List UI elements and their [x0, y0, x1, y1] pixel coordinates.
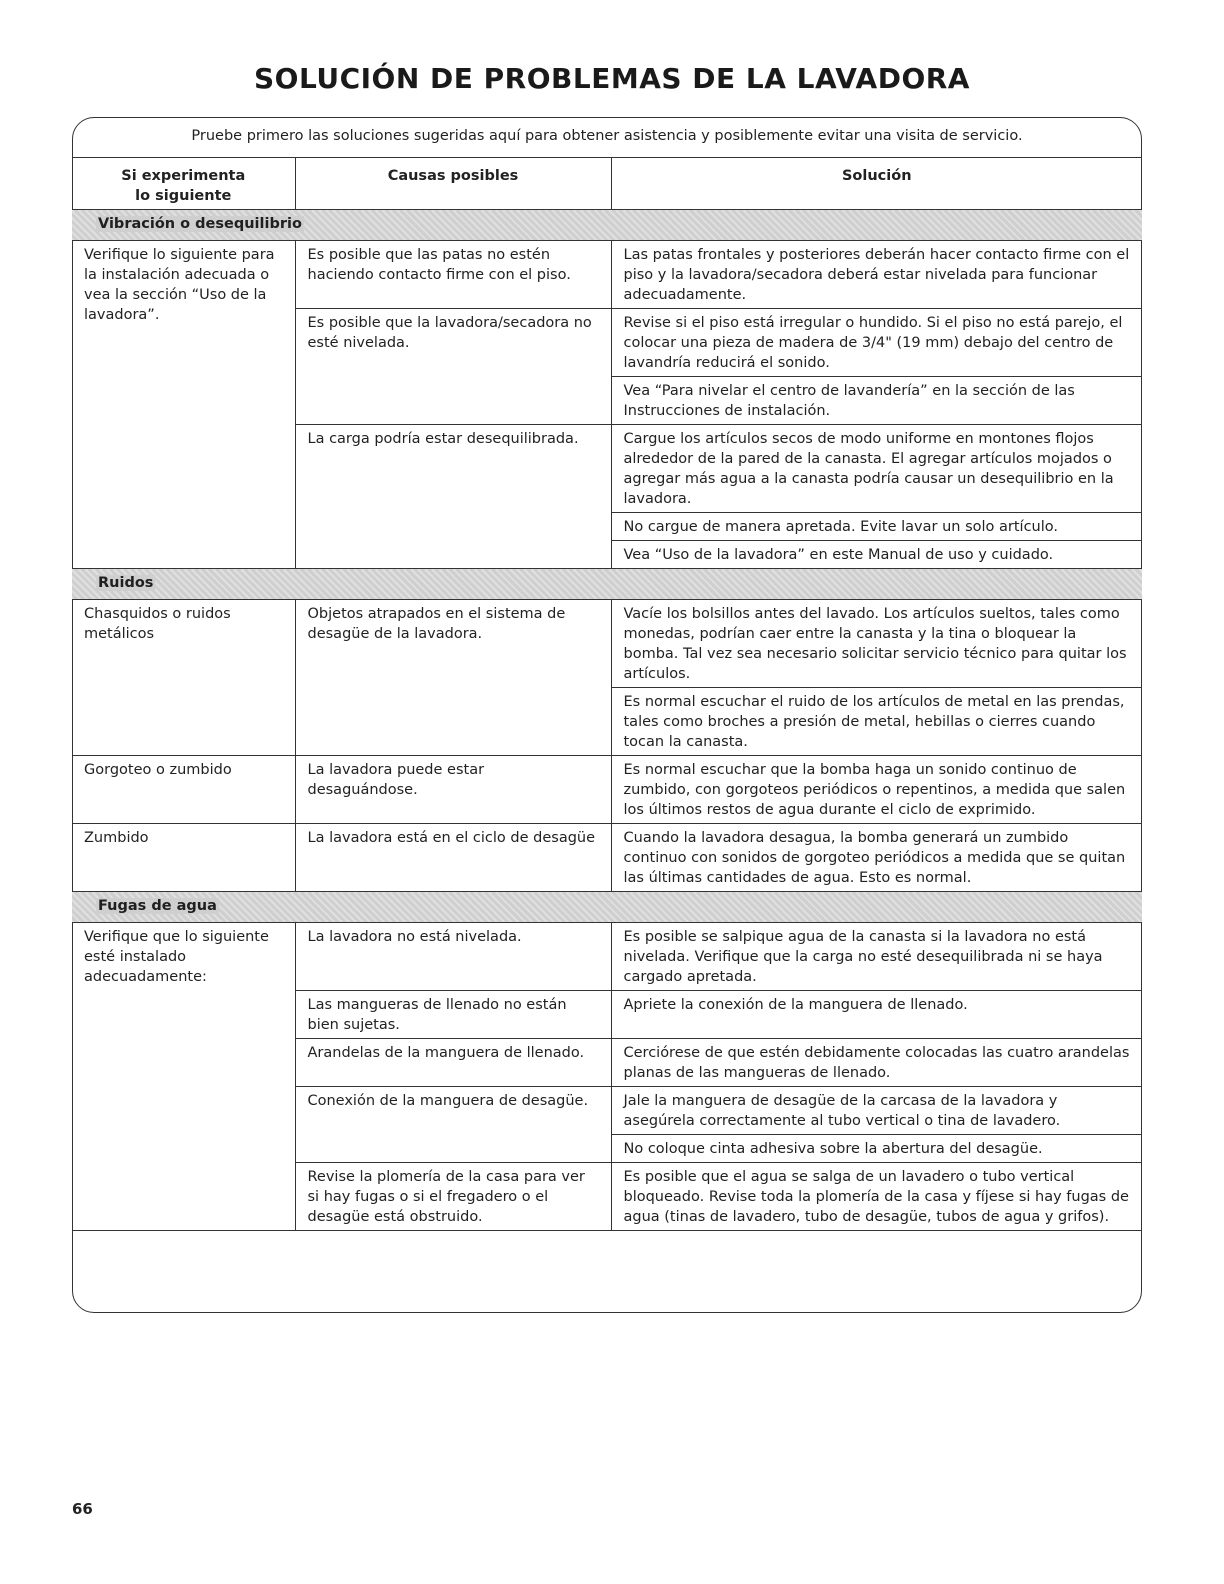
intro-text: Pruebe primero las soluciones sugeridas aquí para obtener asistencia y posiblemente evitar una visita de servicio.: [191, 128, 1023, 144]
vibration-solution-1: Las patas frontales y posteriores deberán hacer contacto firme con el piso y la lavadora/secadora deberá estar nivelada para funcionar adecuadamente.: [611, 241, 1142, 309]
noise-solution-1: Vacíe los bolsillos antes del lavado. Los artículos sueltos, tales como monedas, podrían caer entre la canasta y la tina o bloquear la bomba. Tal vez sea necesario solicitar servicio técnico para quitar los artículos.: [611, 600, 1142, 688]
page-number: 66: [72, 1500, 93, 1518]
leaks-cause-3: Arandelas de la manguera de llenado.: [295, 1039, 611, 1087]
header-row: [72, 158, 1142, 210]
troubleshooting-table: [72, 157, 1142, 1231]
vibration-cause-1: Es posible que las patas no estén haciendo contacto firme con el piso.: [295, 241, 611, 309]
leaks-solution-2: Apriete la conexión de la manguera de llenado.: [611, 991, 1142, 1039]
header-symptom: [72, 158, 295, 210]
leaks-cause-5: Revise la plomería de la casa para ver si hay fugas o si el fregadero o el desagüe está obstruido.: [295, 1163, 611, 1231]
section-row-leaks: [72, 892, 1142, 923]
leaks-problem: Verifique que lo siguiente esté instalado adecuadamente:: [72, 923, 295, 1231]
vibration-cause-3: La carga podría estar desequilibrada.: [295, 425, 611, 569]
vibration-solution-5: No cargue de manera apretada. Evite lavar un solo artículo.: [611, 513, 1142, 541]
section-row-vibration: [72, 210, 1142, 241]
noise-problem-1: Chasquidos o ruidos metálicos: [72, 600, 295, 756]
section-row-noise: [72, 569, 1142, 600]
header-solution: Solución: [611, 158, 1142, 210]
noise-solution-3: Es normal escuchar que la bomba haga un sonido continuo de zumbido, con gorgoteos periódicos o repentinos, a medida que salen los últimos restos de agua durante el ciclo de exprimido.: [611, 756, 1142, 824]
leaks-solution-6: Es posible que el agua se salga de un lavadero o tubo vertical bloqueado. Revise toda la plomería de la casa y fíjese si hay fugas de agua (tinas de lavadero, tubo de desagüe, tubos de agua y grifos).: [611, 1163, 1142, 1231]
vibration-problem: Verifique lo siguiente para la instalación adecuada o vea la sección “Uso de la lavadora”.: [72, 241, 295, 569]
header-causes: Causas posibles: [295, 158, 611, 210]
vibration-solution-4: Cargue los artículos secos de modo uniforme en montones flojos alrededor de la pared de la canasta. El agregar artículos mojados o agregar más agua a la canasta podría causar un desequilibrio en la lavadora.: [611, 425, 1142, 513]
table-row: [72, 923, 1142, 991]
leaks-cause-1: La lavadora no está nivelada.: [295, 923, 611, 991]
noise-cause-2: La lavadora puede estar desaguándose.: [295, 756, 611, 824]
section-noise: [72, 569, 1142, 600]
vibration-solution-3: Vea “Para nivelar el centro de lavandería” en la sección de las Instrucciones de instalación.: [611, 377, 1142, 425]
leaks-solution-5: No coloque cinta adhesiva sobre la abertura del desagüe.: [611, 1135, 1142, 1163]
section-leaks-label: Fugas de agua: [98, 898, 217, 914]
noise-solution-4: Cuando la lavadora desagua, la bomba generará un zumbido continuo con sonidos de gorgoteo periódicos a medida que se quitan las últimas cantidades de agua. Esto es normal.: [611, 824, 1142, 892]
section-vibration: [72, 210, 1142, 241]
page-title: SOLUCIÓN DE PROBLEMAS DE LA LAVADORA: [254, 62, 970, 95]
vibration-cause-2: Es posible que la lavadora/secadora no esté nivelada.: [295, 309, 611, 425]
header-symptom-line2: lo siguiente: [135, 188, 232, 204]
noise-solution-2: Es normal escuchar el ruido de los artículos de metal en las prendas, tales como broches a presión de metal, hebillas o cierres cuando tocan la canasta.: [611, 688, 1142, 756]
leaks-solution-1: Es posible se salpique agua de la canasta si la lavadora no está nivelada. Verifique que la carga no esté desequilibrada ni se haya cargado apretada.: [611, 923, 1142, 991]
section-leaks: [72, 892, 1142, 923]
section-noise-label: Ruidos: [98, 575, 154, 591]
noise-cause-1: Objetos atrapados en el sistema de desagüe de la lavadora.: [295, 600, 611, 756]
header-symptom-line1: Si experimenta: [121, 168, 246, 184]
leaks-cause-4: Conexión de la manguera de desagüe.: [295, 1087, 611, 1163]
table-row: [72, 824, 1142, 892]
vibration-solution-2: Revise si el piso está irregular o hundido. Si el piso no está parejo, el colocar una pieza de madera de 3/4" (19 mm) debajo del centro de lavandría reducirá el sonido.: [611, 309, 1142, 377]
noise-cause-3: La lavadora está en el ciclo de desagüe: [295, 824, 611, 892]
table-row: [72, 756, 1142, 824]
leaks-cause-2: Las mangueras de llenado no están bien sujetas.: [295, 991, 611, 1039]
noise-problem-2: Gorgoteo o zumbido: [72, 756, 295, 824]
table-row: [72, 241, 1142, 309]
noise-problem-3: Zumbido: [72, 824, 295, 892]
section-vibration-label: Vibración o desequilibrio: [98, 216, 302, 232]
leaks-solution-3: Cerciórese de que estén debidamente colocadas las cuatro arandelas planas de las mangueras de llenado.: [611, 1039, 1142, 1087]
vibration-solution-6: Vea “Uso de la lavadora” en este Manual de uso y cuidado.: [611, 541, 1142, 569]
leaks-solution-4: Jale la manguera de desagüe de la carcasa de la lavadora y asegúrela correctamente al tubo vertical o tina de lavadero.: [611, 1087, 1142, 1135]
table-row: [72, 600, 1142, 688]
